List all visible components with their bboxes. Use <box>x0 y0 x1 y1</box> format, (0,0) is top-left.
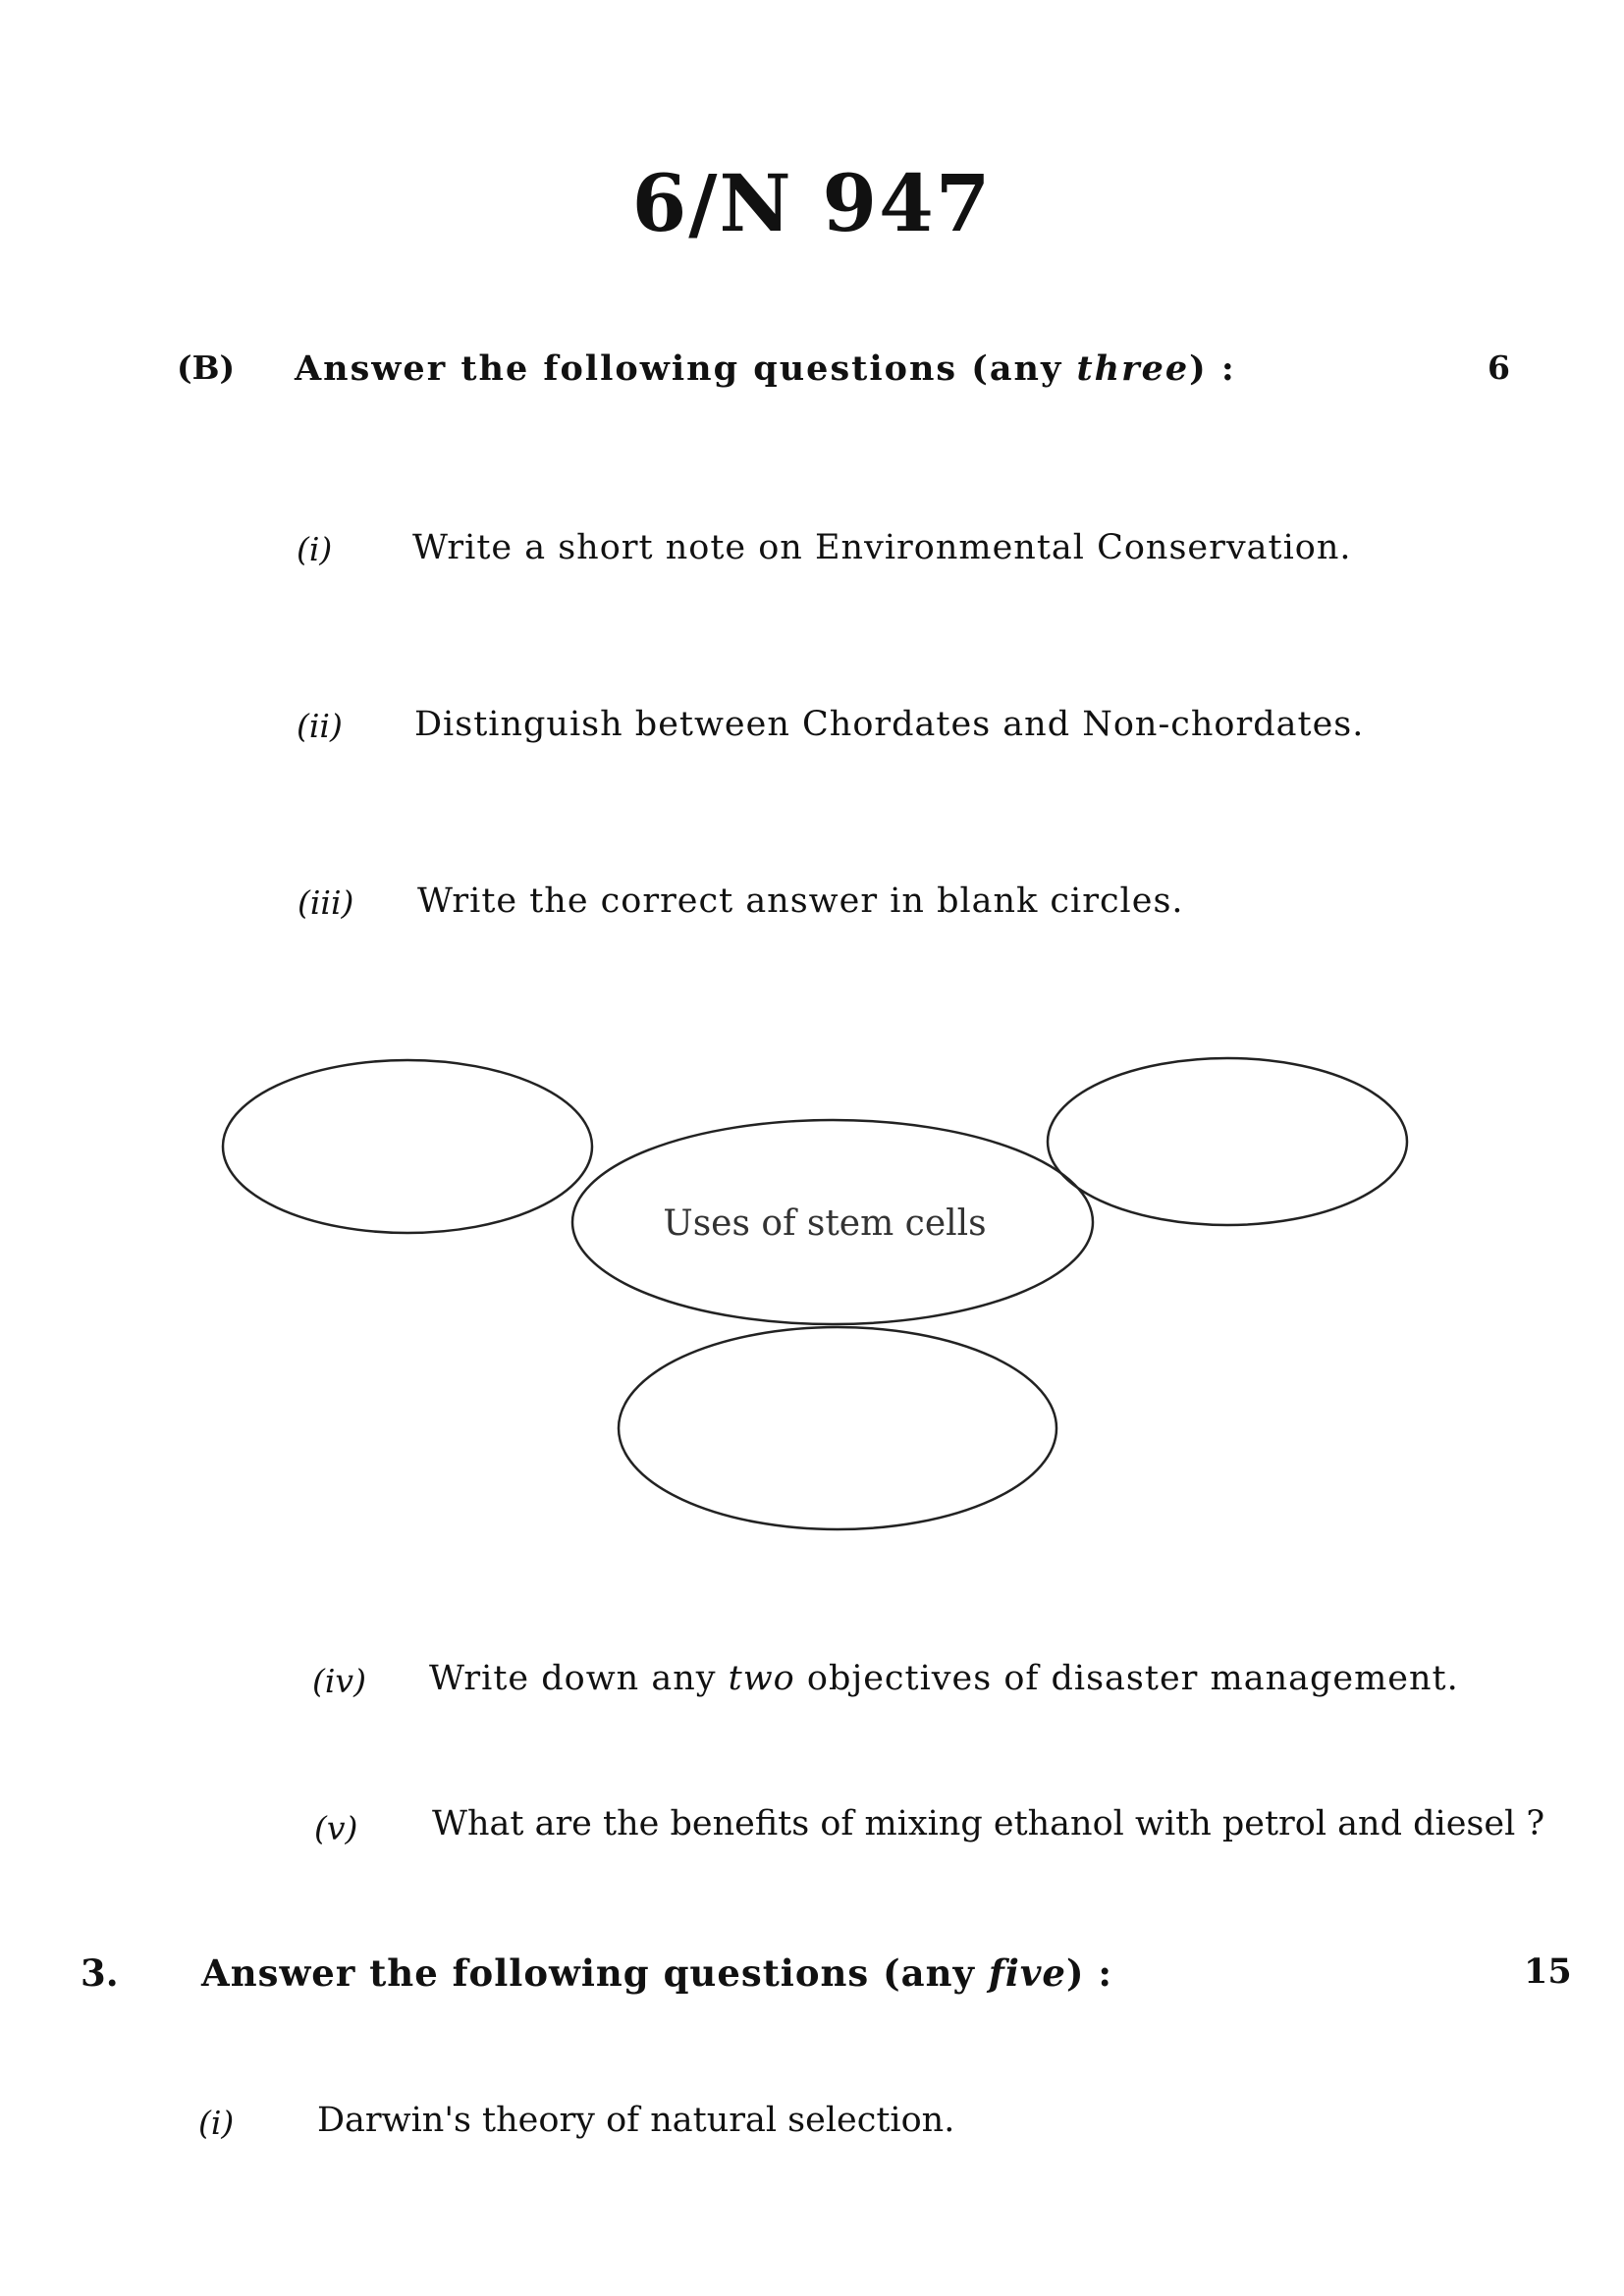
question-3-heading-prefix: Answer the following questions (any <box>201 1951 989 1995</box>
question-b-iv-text-suffix: objectives of disaster management. <box>794 1659 1459 1698</box>
section-b-heading-prefix: Answer the following questions (any <box>295 348 1077 389</box>
section-b-heading-emphasis: three <box>1076 348 1190 389</box>
center-circle-label: Uses of stem cells <box>663 1203 987 1244</box>
question-3-heading-emphasis: five <box>988 1951 1066 1995</box>
question-b-v-number: (v) <box>314 1809 358 1847</box>
question-b-ii-text: Distinguish between Chordates and Non-chordates. <box>414 705 1365 744</box>
question-b-iii-text: Write the correct answer in blank circles. <box>417 881 1184 921</box>
page-title: 6/N 947 <box>631 157 993 249</box>
question-b-i-text: Write a short note on Environmental Conservation. <box>412 528 1352 567</box>
blank-circle-top-right[interactable] <box>1048 1058 1407 1225</box>
question-3-heading-suffix: ) : <box>1065 1951 1112 1995</box>
question-3-number: 3. <box>81 1951 119 1995</box>
section-b-label: (B) <box>177 348 236 387</box>
question-3-heading <box>201 1951 1112 1995</box>
question-b-iv-text-prefix: Write down any <box>429 1659 729 1698</box>
question-3-i-number: (i) <box>198 2104 235 2142</box>
question-3-i-text: Darwin's theory of natural selection. <box>317 2101 955 2140</box>
question-b-iv-text <box>429 1659 1459 1698</box>
question-b-ii-number: (ii) <box>297 707 343 745</box>
question-3-marks: 15 <box>1524 1951 1572 1992</box>
question-b-iv-text-emphasis: two <box>728 1659 795 1698</box>
question-b-iii-number: (iii) <box>298 883 354 922</box>
question-b-v-text: What are the benefits of mixing ethanol with petrol and diesel ? <box>432 1804 1545 1843</box>
section-b-heading-suffix: ) : <box>1189 348 1236 389</box>
question-b-i-number: (i) <box>297 530 333 568</box>
blank-circle-bottom[interactable] <box>619 1327 1056 1529</box>
blank-circle-top-left[interactable] <box>223 1060 592 1233</box>
section-b-marks: 6 <box>1488 348 1510 387</box>
question-b-iv-number: (iv) <box>312 1662 366 1700</box>
